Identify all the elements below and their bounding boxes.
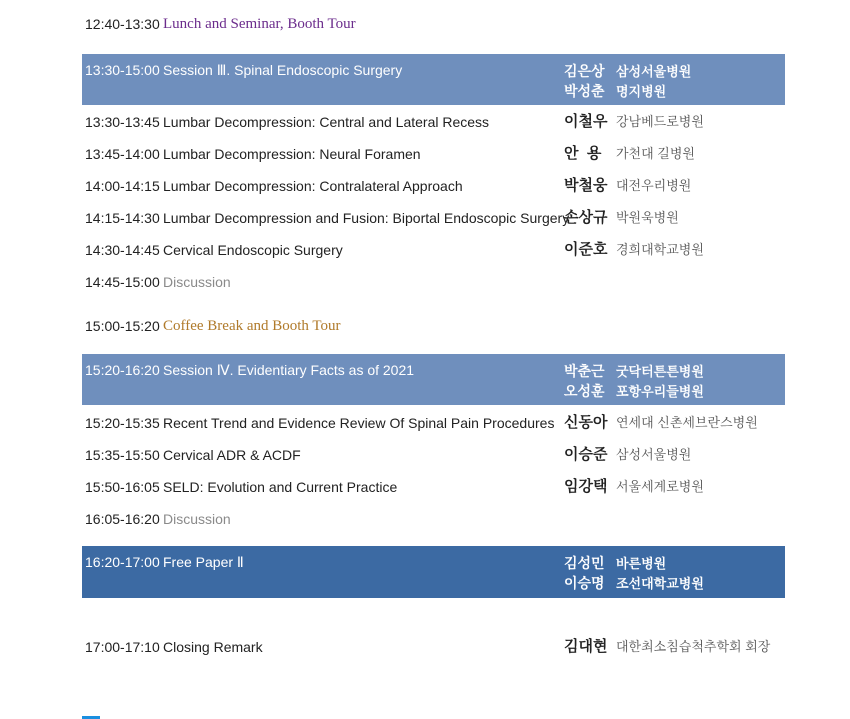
chair-name: 이승명 — [564, 575, 605, 591]
lunch-time: 12:40-13:30 — [85, 16, 160, 32]
talk-time: 15:20-15:35 — [85, 415, 160, 431]
session-4-time: 15:20-16:20 — [85, 362, 160, 378]
talk-time: 15:35-15:50 — [85, 447, 160, 463]
speaker-affiliation: 서울세계로병원 — [616, 479, 704, 494]
speaker-name: 김대현 — [564, 638, 608, 655]
chair-affiliation: 삼성서울병원 — [616, 64, 692, 79]
speaker-name: 박철웅 — [564, 177, 608, 194]
talk-title: Cervical ADR & ACDF — [163, 447, 301, 463]
session-4-header — [82, 354, 785, 405]
closing-time: 17:00-17:10 — [85, 639, 160, 655]
speaker-affiliation: 대전우리병원 — [616, 178, 692, 193]
chair-name: 오성훈 — [564, 383, 605, 399]
session-3-time: 13:30-15:00 — [85, 62, 160, 78]
chair-affiliation: 조선대학교병원 — [616, 576, 704, 591]
talk-title: Lumbar Decompression: Contralateral Approach — [163, 178, 463, 194]
chair-affiliation: 명지병원 — [616, 84, 667, 99]
speaker-name: 손상규 — [564, 209, 608, 226]
speaker-affiliation: 강남베드로병원 — [616, 114, 704, 129]
speaker-name: 이철우 — [564, 113, 608, 130]
talk-time: 13:30-13:45 — [85, 114, 160, 130]
speaker-affiliation: 박원욱병원 — [616, 210, 679, 225]
speaker-affiliation: 연세대 신촌세브란스병원 — [616, 415, 758, 430]
chair-affiliation: 바른병원 — [616, 556, 667, 571]
free-paper-title: Free Paper Ⅱ — [163, 554, 244, 570]
speaker-name: 이준호 — [564, 241, 608, 258]
talk-time: 14:00-14:15 — [85, 178, 160, 194]
free-paper-time: 16:20-17:00 — [85, 554, 160, 570]
coffee-time: 15:00-15:20 — [85, 318, 160, 334]
talk-time: 14:30-14:45 — [85, 242, 160, 258]
talk-time: 14:15-14:30 — [85, 210, 160, 226]
free-paper-header — [82, 546, 785, 598]
speaker-name: 신동아 — [564, 414, 608, 431]
talk-title: Recent Trend and Evidence Review Of Spinal Pain Procedures — [163, 415, 555, 431]
discussion-label: Discussion — [163, 274, 231, 290]
talk-title: Lumbar Decompression: Neural Foramen — [163, 146, 421, 162]
talk-time: 15:50-16:05 — [85, 479, 160, 495]
discussion-time: 14:45-15:00 — [85, 274, 160, 290]
talk-time: 13:45-14:00 — [85, 146, 160, 162]
session-3-header — [82, 54, 785, 105]
speaker-name: 안 용 — [564, 145, 602, 162]
speaker-affiliation: 경희대학교병원 — [616, 242, 704, 257]
speaker-affiliation: 가천대 길병원 — [616, 146, 695, 161]
speaker-name: 임강택 — [564, 478, 608, 495]
chair-name: 김은상 — [564, 63, 605, 79]
closing-title: Closing Remark — [163, 639, 263, 655]
session-3-title: Session Ⅲ. Spinal Endoscopic Surgery — [163, 62, 403, 78]
discussion-time: 16:05-16:20 — [85, 511, 160, 527]
chair-affiliation: 굿닥터튼튼병원 — [616, 364, 704, 379]
speaker-name: 이승준 — [564, 446, 608, 463]
speaker-affiliation: 대한최소침습척추학회 회장 — [616, 639, 771, 654]
speaker-affiliation: 삼성서울병원 — [616, 447, 692, 462]
talk-title: Lumbar Decompression: Central and Lateral Recess — [163, 114, 490, 130]
chair-name: 박성춘 — [564, 83, 605, 99]
lunch-title: Lunch and Seminar, Booth Tour — [163, 16, 356, 32]
talk-title: Lumbar Decompression and Fusion: Biportal Endoscopic Surgery — [163, 210, 570, 226]
talk-title: Cervical Endoscopic Surgery — [163, 242, 343, 258]
chair-name: 박춘근 — [564, 363, 605, 379]
coffee-title: Coffee Break and Booth Tour — [163, 318, 341, 334]
session-4-title: Session Ⅳ. Evidentiary Facts as of 2021 — [163, 362, 415, 378]
talk-title: SELD: Evolution and Current Practice — [163, 479, 398, 495]
chair-affiliation: 포항우리들병원 — [616, 384, 704, 399]
discussion-label: Discussion — [163, 511, 231, 527]
chair-name: 김성민 — [564, 555, 605, 571]
